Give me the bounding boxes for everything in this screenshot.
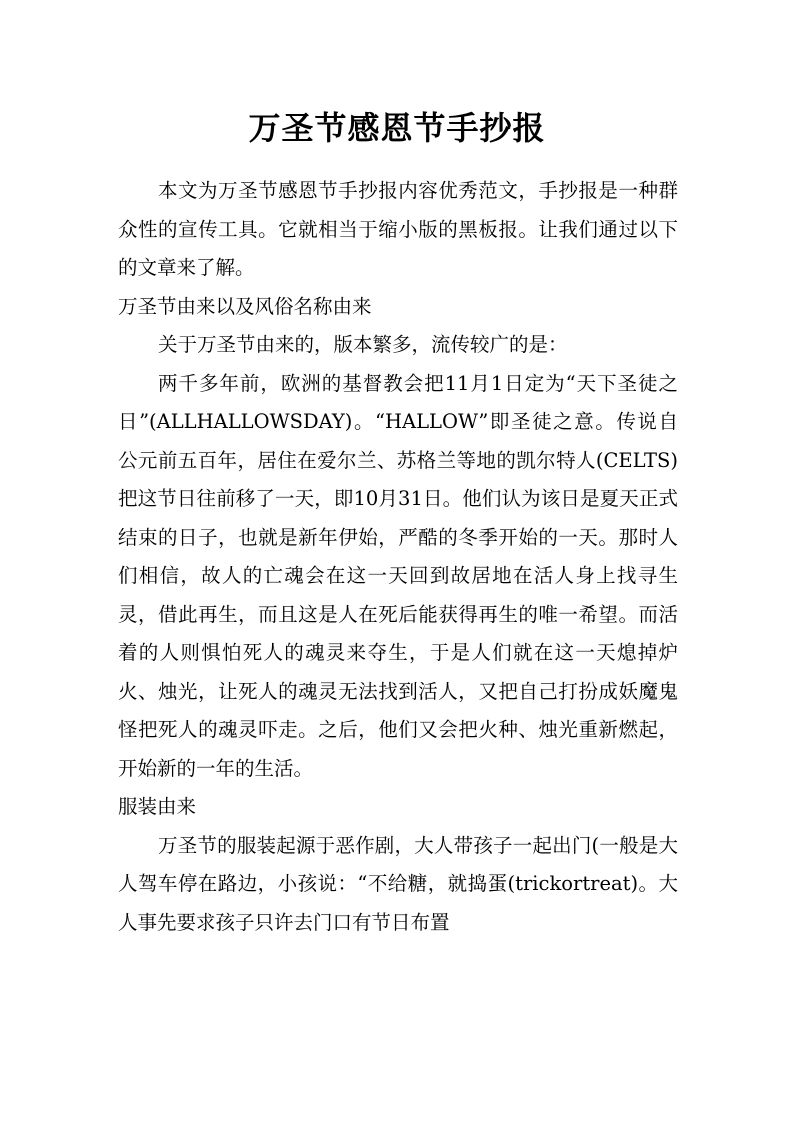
document-body (118, 172, 678, 942)
intro-paragraph: 本文为万圣节感恩节手抄报内容优秀范文，手抄报是一种群众性的宣传工具。它就相当于缩小版的黑板报。让我们通过以下的文章来了解。 (118, 179, 678, 279)
origin-history-paragraph: 两千多年前，欧洲的基督教会把11月1日定为“天下圣徒之日”(ALLHALLOWSDAY)。“HALLOW”即圣徒之意。传说自公元前五百年，居住在爱尔兰、苏格兰等地的凯尔特人(CELTS)把这节日往前移了一天，即10月31日。他们认为该日是夏天正式结束的日子，也就是新年伊始，严酷的冬季开始的一天。那时人们相信，故人的亡魂会在这一天回到故居地在活人身上找寻生灵，借此再生，而且这是人在死后能获得再生的唯一希望。而活着的人则惧怕死人的魂灵来夺生，于是人们就在这一天熄掉炉火、烛光，让死人的魂灵无法找到活人，又把自己打扮成妖魔鬼怪把死人的魂灵吓走。之后，他们又会把火种、烛光重新燃起，开始新的一年的生活。 (118, 371, 678, 780)
section-heading-origin: 万圣节由来以及风俗名称由来 (118, 294, 372, 318)
costume-origin-paragraph: 万圣节的服装起源于恶作剧，大人带孩子一起出门(一般是大人驾车停在路边，小孩说：“不给糖，就捣蛋(trickortreat)。大人事先要求孩子只许去门口有节日布置 (118, 833, 678, 934)
origin-intro-paragraph: 关于万圣节由来的，版本繁多，流传较广的是： (158, 333, 568, 356)
document-title: 万圣节感恩节手抄报 (248, 109, 546, 147)
section-heading-costume: 服装由来 (118, 795, 197, 818)
